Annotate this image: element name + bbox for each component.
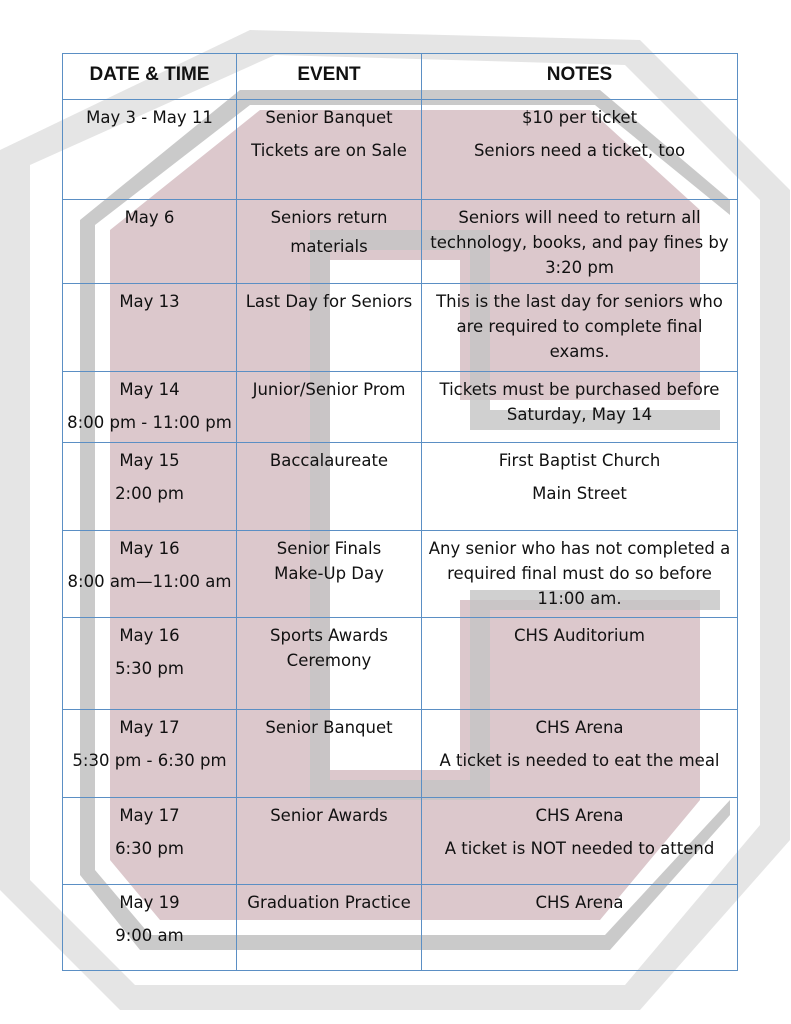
header-date-time: DATE & TIME [63,54,237,100]
date-cell [63,372,237,443]
date-line: 2:00 pm [115,484,184,503]
date-line: May 14 [119,380,180,399]
date-line: May 13 [119,292,180,311]
date-cell [63,710,237,798]
event-cell [237,284,422,372]
notes-cell [422,200,738,284]
event-line: Senior Banquet [265,108,393,127]
date-cell [63,531,237,618]
date-line: May 3 - May 11 [86,108,213,127]
event-cell [237,200,422,284]
notes-line: Seniors will need to return all technology, books, and pay fines by 3:20 pm [430,208,729,277]
date-line: May 16 [119,626,180,645]
table-row [63,710,738,798]
notes-line: Tickets must be purchased before Saturday, May 14 [439,380,720,424]
notes-line: CHS Arena [535,806,624,825]
notes-line: This is the last day for seniors who are required to complete final exams. [436,292,723,361]
notes-line: Seniors need a ticket, too [473,141,686,160]
table-row [63,200,738,284]
event-cell [237,531,422,618]
notes-line: CHS Auditorium [514,626,645,645]
date-cell [63,100,237,200]
event-line: Sports Awards Ceremony [270,626,388,670]
table-row [63,443,738,531]
notes-cell [422,710,738,798]
date-cell [63,443,237,531]
date-line: May 17 [119,806,180,825]
notes-line: CHS Arena [535,893,624,912]
date-cell [63,885,237,971]
date-line: 8:00 pm - 11:00 pm [67,413,232,432]
date-cell [63,284,237,372]
notes-cell [422,284,738,372]
notes-cell [422,885,738,971]
table-row [63,531,738,618]
event-cell [237,372,422,443]
notes-line: Any senior who has not completed a required final must do so before 11:00 am. [428,539,731,608]
schedule-table [62,53,738,971]
header-row [63,54,738,100]
date-line: May 6 [124,208,175,227]
event-cell [237,710,422,798]
notes-cell [422,372,738,443]
date-line: 5:30 pm - 6:30 pm [72,751,227,770]
notes-line: First Baptist Church [498,451,661,470]
date-line: 5:30 pm [115,659,184,678]
notes-cell [422,531,738,618]
date-line: May 15 [119,451,180,470]
notes-cell [422,798,738,885]
event-cell [237,798,422,885]
event-line: Seniors return [270,208,388,227]
event-cell [237,100,422,200]
date-line: 8:00 am—11:00 am [67,572,232,591]
date-cell [63,200,237,284]
event-cell [237,618,422,710]
header-event: EVENT [237,54,422,100]
date-line: 6:30 pm [115,839,184,858]
event-line: Tickets are on Sale [251,141,407,160]
table-row [63,798,738,885]
table-row [63,885,738,971]
event-line: materials [290,237,368,256]
date-line: May 17 [119,718,180,737]
event-line: Baccalaureate [269,451,389,470]
header-notes: NOTES [422,54,738,100]
table-row [63,284,738,372]
table-row [63,100,738,200]
event-cell [237,443,422,531]
date-line: May 16 [119,539,180,558]
notes-line: A ticket is needed to eat the meal [439,751,720,770]
notes-line: Main Street [532,484,627,503]
date-cell [63,798,237,885]
notes-cell [422,443,738,531]
notes-line: $10 per ticket [521,108,638,127]
event-line: Senior Finals Make-Up Day [274,539,384,583]
event-line: Graduation Practice [247,893,411,912]
event-cell [237,885,422,971]
notes-cell [422,100,738,200]
date-line: May 19 [119,893,180,912]
table-row [63,618,738,710]
date-cell [63,618,237,710]
notes-line: A ticket is NOT needed to attend [444,839,715,858]
notes-cell [422,618,738,710]
event-line: Last Day for Seniors [245,292,413,311]
event-line: Senior Awards [270,806,388,825]
event-line: Senior Banquet [265,718,393,737]
event-line: Junior/Senior Prom [252,380,406,399]
table-row [63,372,738,443]
notes-line: CHS Arena [535,718,624,737]
date-line: 9:00 am [115,926,184,945]
